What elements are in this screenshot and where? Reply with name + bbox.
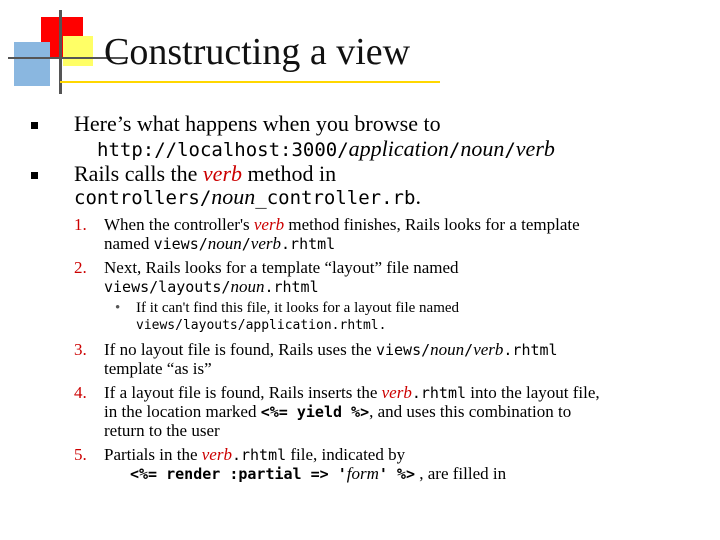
bullet-1-url: http://localhost:3000/application/noun/verb (97, 136, 555, 161)
step-number: 3. (74, 340, 87, 359)
bullet-2-path: controllers/noun_controller.rb. (74, 184, 421, 209)
step-1-line-2: named views/noun/verb.rhtml (104, 234, 336, 253)
sub-bullet-marker: • (115, 300, 121, 316)
step-number: 1. (74, 215, 87, 234)
step-number: 4. (74, 383, 87, 402)
bullet-marker (31, 172, 38, 179)
step-3-line-2: template “as is” (104, 359, 212, 378)
step-4-line-1: If a layout file is found, Rails inserts the verb.rhtml into the layout file, (104, 383, 600, 402)
title-underline (60, 81, 440, 83)
step-number: 2. (74, 258, 87, 277)
step-5-line-1: Partials in the verb.rhtml file, indicated by (104, 445, 406, 464)
step-4-line-3: return to the user (104, 421, 220, 440)
slide-title: Constructing a view (104, 31, 411, 73)
step-3-line-1: If no layout file is found, Rails uses the views/noun/verb.rhtml (104, 340, 558, 359)
bullet-marker (31, 122, 38, 129)
step-2-line-1: Next, Rails looks for a template “layout” file named (104, 258, 459, 277)
logo-yellow-square (63, 36, 93, 66)
step-4-line-2: in the location marked <%= yield %>, and uses this combination to (104, 402, 572, 421)
logo-blue-square (14, 42, 50, 86)
sub-bullet-line-1: If it can't find this file, it looks for a layout file named (136, 300, 460, 316)
step-1-line-1: When the controller's verb method finishes, Rails looks for a template (104, 215, 580, 234)
bullet-2-text: Rails calls the verb method in (74, 161, 337, 186)
sub-bullet-line-2: views/layouts/application.rhtml. (136, 318, 387, 333)
step-number: 5. (74, 445, 87, 464)
step-2-line-2: views/layouts/noun.rhtml (104, 277, 319, 296)
bullet-1-text: Here’s what happens when you browse to (74, 111, 441, 136)
step-5-line-2: <%= render :partial => 'form' %> , are filled in (130, 464, 507, 483)
